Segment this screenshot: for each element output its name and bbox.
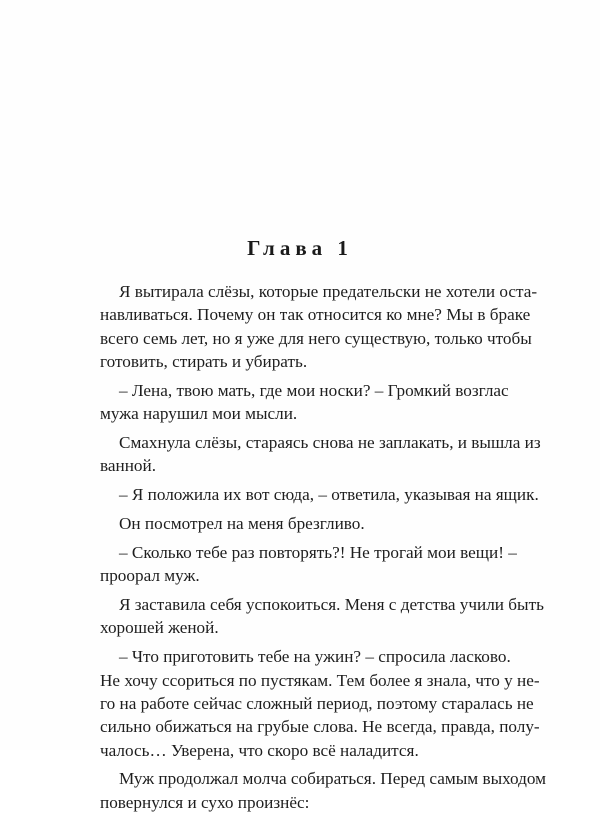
body-text [100, 280, 547, 820]
paragraph [100, 767, 547, 814]
text-line: Я вытирала слёзы, которые предательски не хотели оста- [119, 282, 538, 301]
text-line: чалось… Уверена, что скоро всё наладится. [100, 740, 419, 760]
text-line: – Что приготовить тебе на ужин? – спросила ласково. [119, 647, 511, 667]
chapter-title: Глава 1 [247, 236, 353, 260]
text-line: Он посмотрел на меня брезгливо. [119, 514, 365, 534]
text-line: всего семь лет, но я уже для него существую, только чтобы [100, 328, 532, 348]
text-line: навливаться. Почему он так относится ко мне? Мы в браке [100, 305, 531, 325]
text-line: Смахнула слёзы, стараясь снова не заплакать, и вышла из [119, 432, 541, 452]
text-line: – Сколько тебе раз повторять?! Не трогай мои вещи! – [119, 542, 517, 562]
paragraph [100, 431, 541, 478]
paragraph [100, 512, 504, 535]
text-line: Муж продолжал молча собираться. Перед самым выходом [119, 769, 547, 789]
text-line: – Я положила их вот сюда, – ответила, указывая на ящик. [119, 485, 539, 505]
paragraph [100, 593, 544, 640]
text-line: хорошей женой. [100, 618, 219, 638]
paragraph [100, 541, 517, 588]
text-line: мужа нарушил мои мысли. [100, 404, 298, 424]
text-line: ванной. [100, 456, 157, 476]
text-line: сильно обижаться на грубые слова. Не всегда, правда, полу- [100, 717, 540, 737]
paragraph [100, 379, 509, 426]
text-line: повернулся и сухо произнёс: [100, 792, 310, 812]
paragraph [100, 280, 538, 373]
paragraph [100, 483, 539, 506]
text-line: го на работе сейчас сложный период, поэтому старалась не [100, 693, 534, 713]
text-line: проорал муж. [100, 566, 200, 586]
paragraph [100, 645, 540, 761]
text-line: Не хочу ссориться по пустякам. Тем более я знала, что у не- [100, 670, 540, 690]
text-line: – Лена, твою мать, где мои носки? – Громкий возглас [119, 380, 509, 400]
text-line: готовить, стирать и убирать. [100, 351, 308, 371]
text-line: Я заставила себя успокоиться. Меня с детства учили быть [119, 595, 544, 615]
